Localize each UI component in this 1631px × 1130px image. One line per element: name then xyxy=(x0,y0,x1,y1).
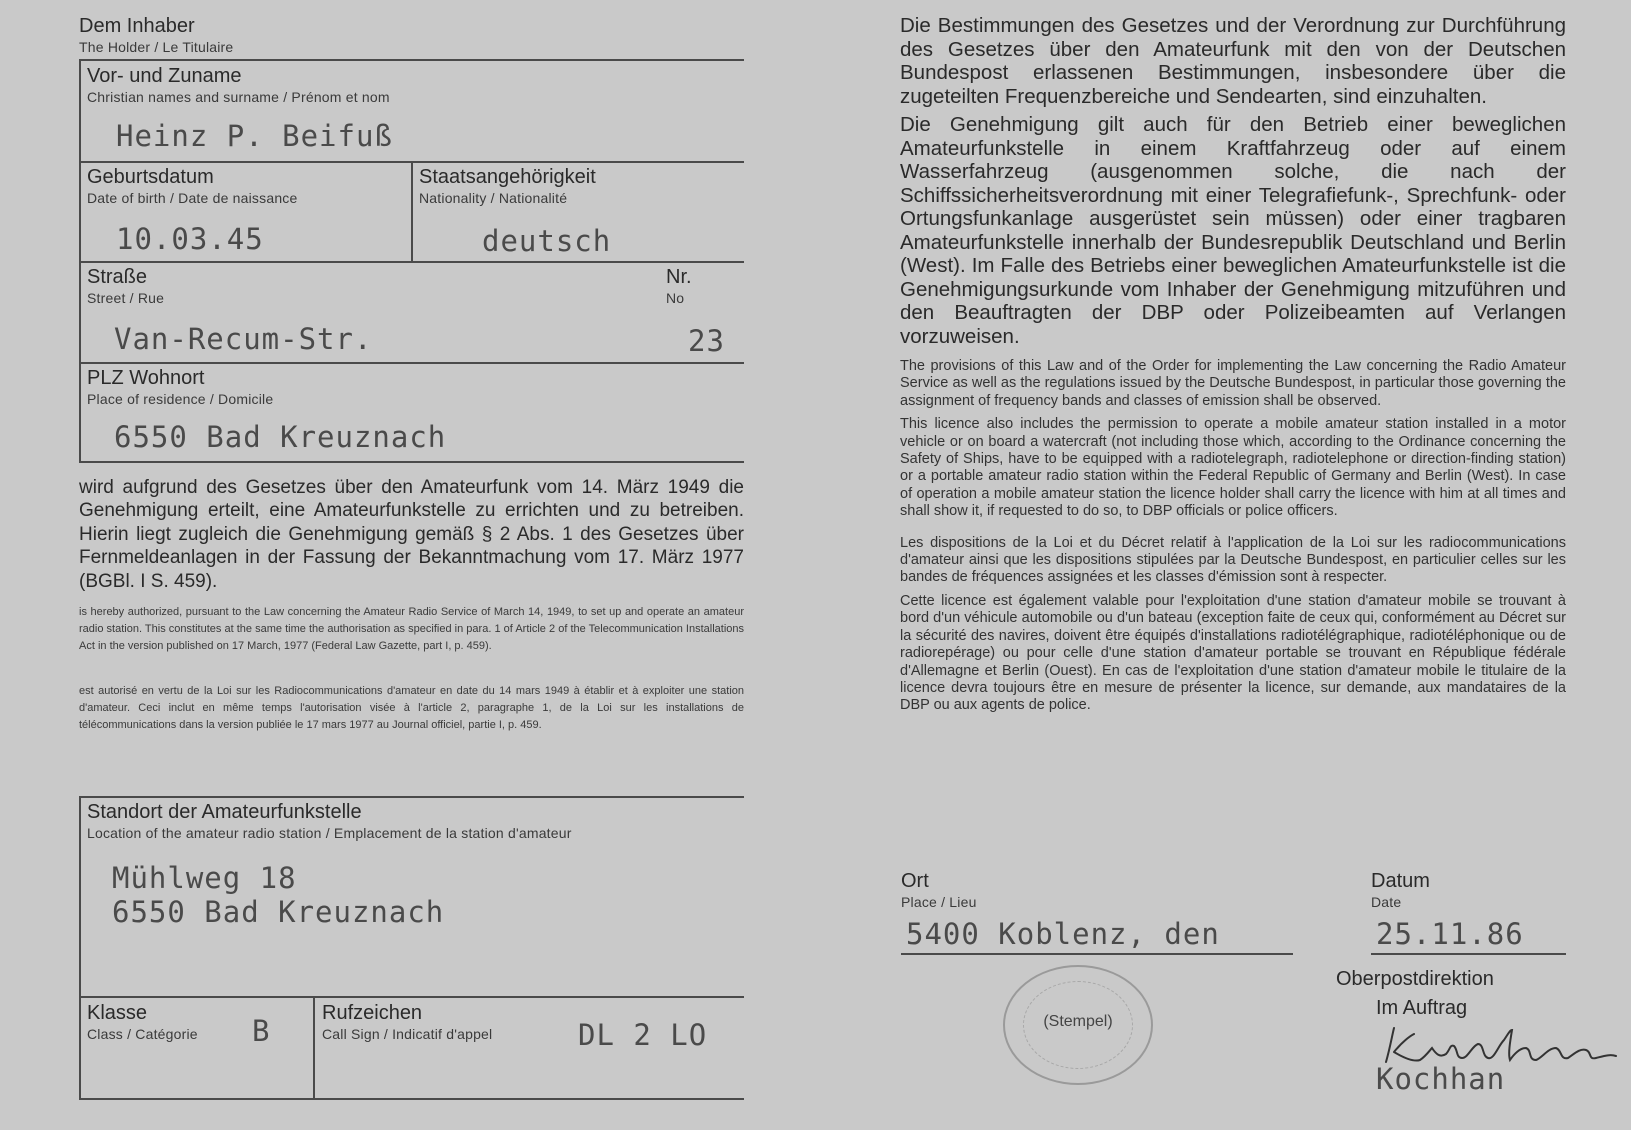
authorization-text-de: wird aufgrund des Gesetzes über den Amateurfunk vom 14. März 1949 die Genehmigung erteilt, eine Amateurfunkstelle zu errichten und zu betreiben. Hierin liegt zugleich die Genehmigung gemäß § 2 Abs. 1 des Gesetzes über Fernmeldeanlagen in der Fassung der Bekanntmachung vom 17. März 1977 (BGBl. I S. 459). xyxy=(79,477,744,592)
date-value: 25.11.86 xyxy=(1376,917,1524,951)
nationality-label-translation: Nationality / Nationalité xyxy=(419,190,568,206)
provisions-de-2: Die Genehmigung gilt auch für den Betrieb einer beweglichen Amateurfunkstelle in einem Kraftfahrzeug oder auf einem Wasserfahrzeug (ausgenommen solche, die nach der Schiffssicherheitsverordnung mit einer Telegrafiefunk-, Sprechfunk- oder Ortungsfunkanlage ausgerüstet sein müssen) oder einer tragbaren Amateurfunkstelle innerhalb der Bundesrepublik Deutschland und Berlin (West). Im Falle des Betriebs einer beweglichen Amateurfunkstelle ist die Genehmigungsurkunde vom Inhaber der Genehmigung mitzuführen und den Beauftragten der DBP oder Polizeibeamten auf Verlangen vorzuweisen. xyxy=(900,113,1566,348)
provisions-fr-1: Les dispositions de la Loi et du Décret relatif à l'application de la Loi sur les radiocommunications d'amateur ainsi que les dispositions stipulées par la Deutsche Bundespost, en particulier celles sur les bandes de fréquences assignées et les classes d'émission sont à respecter. xyxy=(900,534,1566,586)
date-label-translation: Date xyxy=(1371,894,1402,910)
nationality-value: deutsch xyxy=(482,224,612,258)
divider xyxy=(313,996,315,1100)
provisions-block xyxy=(900,14,1566,715)
divider xyxy=(79,796,81,1100)
date-label: Datum xyxy=(1371,870,1430,892)
date-underline xyxy=(1371,953,1566,955)
house-number-label: Nr. xyxy=(666,266,692,288)
house-number-label-translation: No xyxy=(666,290,685,306)
divider xyxy=(411,161,413,261)
house-number-value: 23 xyxy=(688,324,725,358)
callsign-value: DL 2 LO xyxy=(578,1018,708,1052)
place-label: Ort xyxy=(901,870,929,892)
provisions-de-1: Die Bestimmungen des Gesetzes und der Verordnung zur Durchführung des Gesetzes über den Amateurfunk mit den von der Deutschen Bundespost erlassenen Bestimmungen, insbesondere über die zugeteilten Frequenzbereiche und Sendearten, sind einzuhalten. xyxy=(900,14,1566,108)
divider xyxy=(79,996,744,998)
place-value: 5400 Koblenz, den xyxy=(906,917,1220,951)
authorization-text-en: is hereby authorized, pursuant to the Law concerning the Amateur Radio Service of March 14, 1949, to set up and operate an amateur radio station. This constitutes at the same time the authorisation as specified in para. 1 of Article 2 of the Telecommunication Installations Act in the version published on 17 March, 1977 (Federal Law Gazette, part I, p. 459). xyxy=(79,606,744,652)
callsign-label: Rufzeichen xyxy=(322,1002,423,1024)
station-address-line2: 6550 Bad Kreuznach xyxy=(112,895,445,929)
provisions-en-2: This licence also includes the permission to operate a mobile amateur station installed in a motor vehicle or on board a watercraft (not including those which, according to the Ordinance concerning the Safety of Ships, have to be equipped with a radiotelegraph, radiotelephone or direction-finding station) or a portable amateur radio station within the Federal Republic of Germany and Berlin (West). In case of operation a mobile amateur station the licence holder shall carry the licence with him at all times and shall show it, if requested to do so, to DBP officials or police officers. xyxy=(900,416,1566,520)
divider xyxy=(79,461,744,463)
stamp-label: (Stempel) xyxy=(1043,1013,1113,1030)
street-value: Van-Recum-Str. xyxy=(114,322,373,356)
holder-heading: Dem Inhaber xyxy=(79,15,195,37)
divider xyxy=(79,261,744,263)
place-label-translation: Place / Lieu xyxy=(901,894,977,910)
class-label-translation: Class / Catégorie xyxy=(87,1026,198,1042)
provisions-fr-2: Cette licence est également valable pour l'exploitation d'une station d'amateur mobile se trouvant à bord d'un véhicule automobile ou d'un bateau (exception faite de ceux qui, conformément au Décret sur la sécurité des navires, doivent être équipés d'installations radiotélégraphique, radiotéléphonique ou de radiorepérage) ou pour celle d'une station d'amateur portable se trouvant en République fédérale d'Allemagne et Berlin (Ouest). En cas de l'exploitation d'une station d'amateur mobile le titulaire de la licence devra toujours être en mesure de présenter la licence, sur demande, aux mandataires de la DBP ou aux agents de police. xyxy=(900,592,1566,714)
street-label: Straße xyxy=(87,266,148,288)
divider xyxy=(79,1098,744,1100)
place-underline xyxy=(901,953,1293,955)
street-label-translation: Street / Rue xyxy=(87,290,165,306)
class-value: B xyxy=(252,1014,271,1048)
residence-label: PLZ Wohnort xyxy=(87,367,205,389)
divider xyxy=(79,796,744,798)
signatory-name: Kochhan xyxy=(1376,1062,1506,1096)
birth-date-value: 10.03.45 xyxy=(116,222,264,256)
holder-heading-translation: The Holder / Le Titulaire xyxy=(79,39,234,55)
name-label: Vor- und Zuname xyxy=(87,65,242,87)
authorization-text-fr: est autorisé en vertu de la Loi sur les Radiocommunications d'amateur en date du 14 mars 1949 à établir et à exploiter une station d'amateur. Ceci inclut en même temps l'autorisation visée à l'article 2, paragraphe 1, de la Loi sur les installations de télécommunications dans la version publiée le 17 mars 1977 au Journal officiel, partie I, p. 459. xyxy=(79,685,744,731)
authority-on-behalf: Im Auftrag xyxy=(1376,997,1468,1019)
authority-name: Oberpostdirektion xyxy=(1336,968,1494,990)
station-location-label: Standort der Amateurfunkstelle xyxy=(87,801,362,823)
name-label-translation: Christian names and surname / Prénom et nom xyxy=(87,89,390,105)
station-location-label-translation: Location of the amateur radio station / Emplacement de la station d'amateur xyxy=(87,825,572,841)
divider xyxy=(79,362,744,364)
official-stamp xyxy=(1003,965,1153,1085)
class-label: Klasse xyxy=(87,1002,148,1024)
callsign-label-translation: Call Sign / Indicatif d'appel xyxy=(322,1026,493,1042)
birth-date-label: Geburtsdatum xyxy=(87,166,214,188)
provisions-en-1: The provisions of this Law and of the Order for implementing the Law concerning the Radio Amateur Service as well as the regulations issued by the Deutsche Bundespost, in particular those governing the assignment of frequency bands and classes of emission shall be observed. xyxy=(900,358,1566,409)
birth-date-label-translation: Date of birth / Date de naissance xyxy=(87,190,298,206)
residence-label-translation: Place of residence / Domicile xyxy=(87,391,274,407)
name-value: Heinz P. Beifuß xyxy=(116,119,393,153)
nationality-label: Staatsangehörigkeit xyxy=(419,166,596,188)
residence-value: 6550 Bad Kreuznach xyxy=(114,420,447,454)
divider xyxy=(79,59,744,61)
station-address-line1: Mühlweg 18 xyxy=(112,861,297,895)
